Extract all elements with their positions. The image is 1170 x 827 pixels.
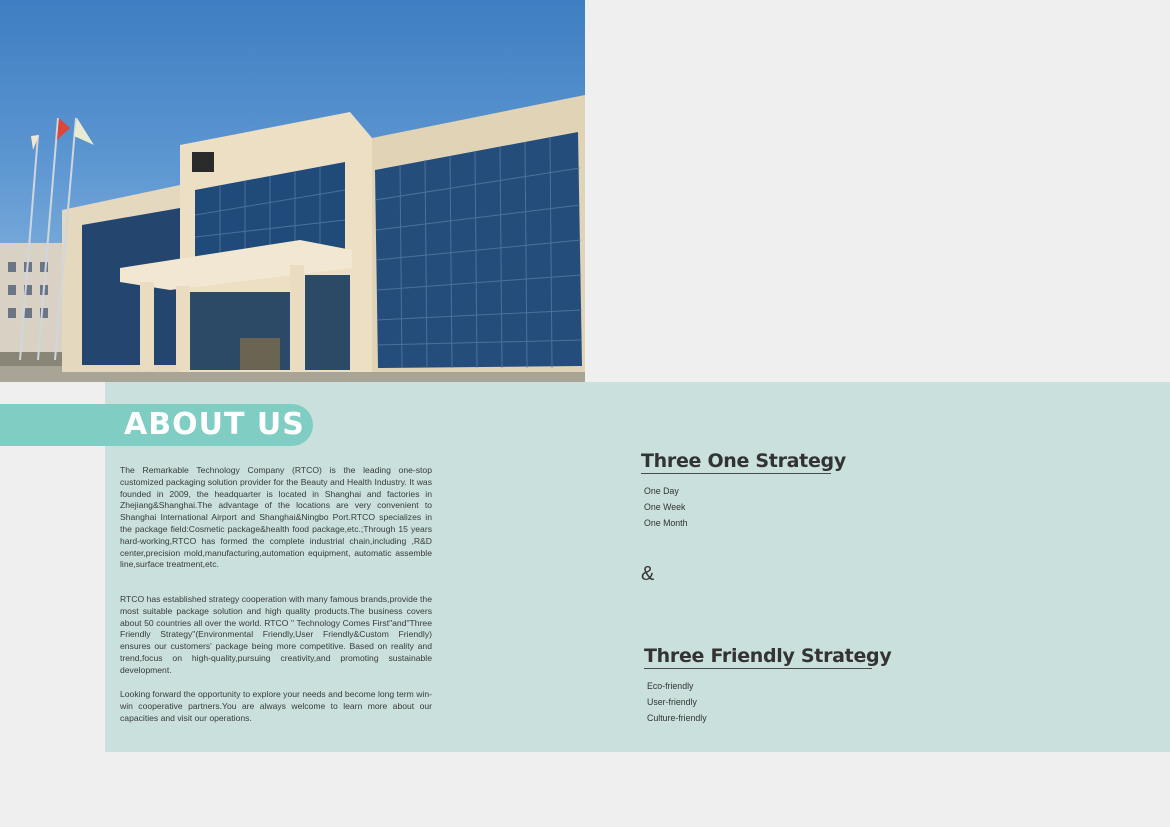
strategy-friendly-item: User-friendly: [647, 697, 697, 707]
three-one-strategy-list: [644, 483, 688, 531]
building-photo: [0, 0, 585, 382]
about-paragraph-3: Looking forward the opportunity to explore your needs and become long term win-win cooperative partners.You are always welcome to learn more about our capacities and visit our operations.: [120, 689, 432, 723]
strategy-one-item: One Day: [644, 486, 679, 496]
three-friendly-strategy-list: [647, 678, 707, 726]
strategy-friendly-item: Eco-friendly: [647, 681, 694, 691]
strategy-friendly-item: Culture-friendly: [647, 713, 707, 723]
ampersand: &: [641, 563, 655, 585]
about-title: ABOUT US: [124, 407, 305, 442]
building-illustration: [0, 0, 585, 382]
strategy-one-item: One Week: [644, 502, 686, 512]
three-one-strategy-heading: Three One Strategy: [641, 450, 846, 472]
strategy-one-item: One Month: [644, 518, 688, 528]
three-friendly-strategy-heading: Three Friendly Strategy: [644, 645, 892, 667]
about-paragraph-1: The Remarkable Technology Company (RTCO) is the leading one-stop customized packaging solution provider for the Beauty and Health Industry. It was founded in 2009, the headquarter is located in Shanghai and factories in Zhejiang&Shanghai.The advantage of the locations are very convenient to Shanghai International Airport and Shanghai&Ningbo Port.RTCO specializes in the package field:Cosmetic package&health food package,etc.;Through 15 years hard-working,RTCO has formed the complete industrial chain,including ,R&D center,precision mold,manufacturing,automation equipment, automatic assemble line,surface treatment,etc.: [120, 465, 432, 570]
about-paragraph-2: RTCO has established strategy cooperation with many famous brands,provide the most suitable package solution and high quality products.The business covers about 50 countries all over the world. RTCO " Technology Comes First"and"Three Friendly Strategy"(Environmental Friendly,User Friendly&Custom Friendly) ensures our customers' package being more competitive. Based on reality and trend,focus on high-quality,pursuing creativity,and promoting sustainable development.: [120, 594, 432, 675]
